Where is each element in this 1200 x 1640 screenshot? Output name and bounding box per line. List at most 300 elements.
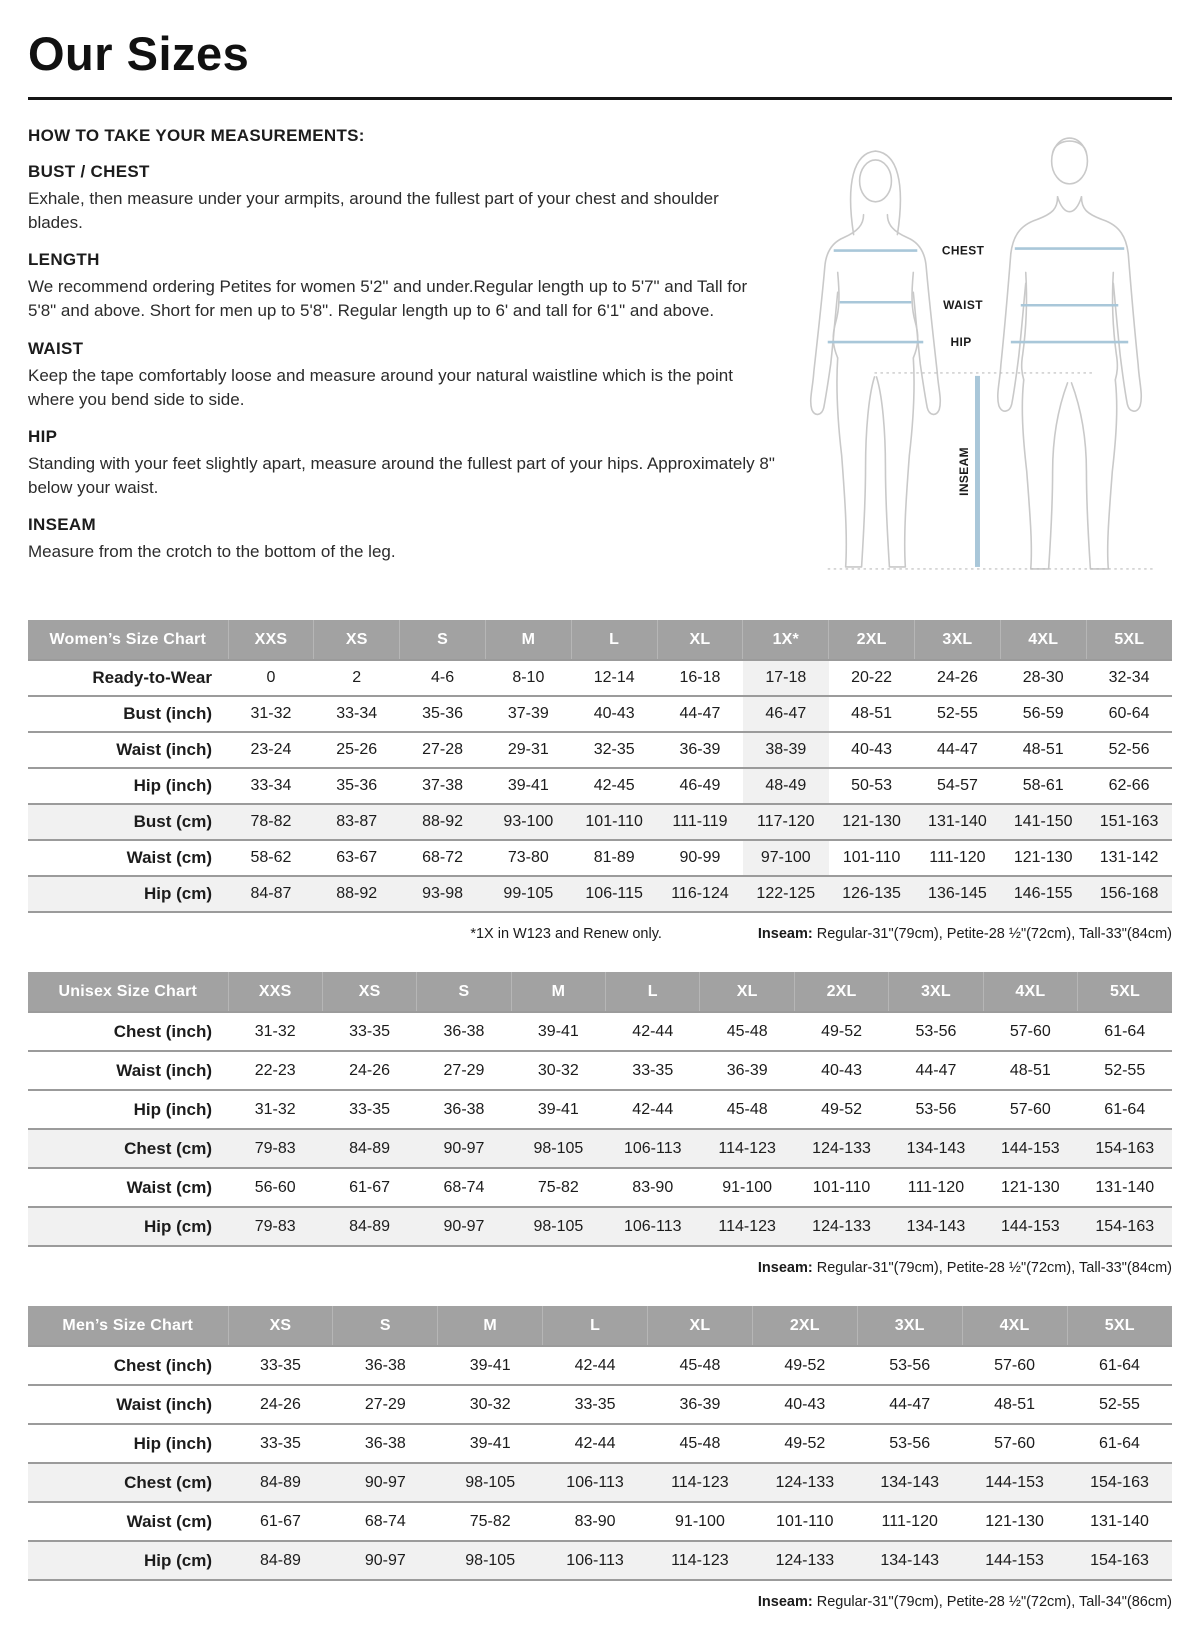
man-outline-figure [998, 138, 1141, 569]
size-cell: 42-45 [571, 768, 657, 804]
size-cell: 44-47 [857, 1385, 962, 1424]
section-heading: HIP [28, 426, 58, 446]
mens-chart-footnotes [28, 1594, 1172, 1610]
size-cell: 121-130 [829, 804, 915, 840]
size-cell: 91-100 [700, 1168, 794, 1207]
size-column-header: XS [228, 1306, 333, 1346]
table-row [28, 732, 1172, 768]
size-cell: 154-163 [1078, 1129, 1172, 1168]
size-cell: 36-39 [657, 732, 743, 768]
row-label: Chest (inch) [28, 1346, 228, 1385]
size-cell: 38-39 [743, 732, 829, 768]
size-cell: 79-83 [228, 1207, 322, 1246]
size-cell: 20-22 [829, 660, 915, 696]
size-cell: 88-92 [314, 876, 400, 912]
size-cell: 44-47 [889, 1051, 983, 1090]
table-row [28, 696, 1172, 732]
row-label: Chest (cm) [28, 1129, 228, 1168]
inseam-label: INSEAM [957, 447, 972, 496]
size-cell: 90-97 [417, 1207, 511, 1246]
row-label: Waist (cm) [28, 1168, 228, 1207]
size-cell: 53-56 [889, 1090, 983, 1129]
size-cell: 4-6 [400, 660, 486, 696]
size-cell: 134-143 [889, 1129, 983, 1168]
row-label: Hip (inch) [28, 1424, 228, 1463]
size-cell: 40-43 [829, 732, 915, 768]
size-cell: 36-39 [648, 1385, 753, 1424]
table-row [28, 1463, 1172, 1502]
size-cell: 40-43 [571, 696, 657, 732]
size-cell: 28-30 [1000, 660, 1086, 696]
size-cell: 45-48 [648, 1424, 753, 1463]
size-cell: 42-44 [543, 1346, 648, 1385]
size-column-header: 2XL [829, 620, 915, 660]
size-cell: 84-89 [322, 1129, 416, 1168]
size-cell: 32-34 [1086, 660, 1172, 696]
size-cell: 98-105 [511, 1207, 605, 1246]
size-cell: 131-140 [915, 804, 1001, 840]
size-cell: 88-92 [400, 804, 486, 840]
how-to-heading: HOW TO TAKE YOUR MEASUREMENTS: [28, 126, 365, 145]
inseam-footnote: Inseam: Regular-31"(79cm), Petite-28 ½"(72cm), Tall-34"(86cm) [757, 1594, 1172, 1610]
size-cell: 79-83 [228, 1129, 322, 1168]
size-cell: 27-29 [333, 1385, 438, 1424]
size-cell: 136-145 [915, 876, 1001, 912]
size-cell: 121-130 [962, 1502, 1067, 1541]
size-cell: 52-55 [915, 696, 1001, 732]
size-cell: 52-55 [1067, 1385, 1172, 1424]
size-cell: 33-35 [606, 1051, 700, 1090]
womens-size-chart-title: Women’s Size Chart [28, 620, 228, 660]
size-cell: 2 [314, 660, 400, 696]
row-label: Hip (inch) [28, 768, 228, 804]
size-column-header: 3XL [915, 620, 1001, 660]
size-cell: 57-60 [962, 1424, 1067, 1463]
mens-size-chart-table [28, 1306, 1172, 1581]
size-cell: 111-120 [857, 1502, 962, 1541]
size-cell: 30-32 [511, 1051, 605, 1090]
size-cell: 144-153 [962, 1541, 1067, 1580]
body-measurement-diagram [776, 120, 1174, 590]
size-cell: 98-105 [511, 1129, 605, 1168]
measurement-instructions-section [28, 126, 1172, 590]
size-cell: 56-59 [1000, 696, 1086, 732]
mens-size-chart-title: Men’s Size Chart [28, 1306, 228, 1346]
size-cell: 45-48 [700, 1012, 794, 1051]
size-cell: 61-64 [1078, 1012, 1172, 1051]
size-cell: 156-168 [1086, 876, 1172, 912]
row-label: Waist (inch) [28, 1385, 228, 1424]
size-column-header: S [400, 620, 486, 660]
size-column-header: L [606, 972, 700, 1012]
size-cell: 39-41 [485, 768, 571, 804]
womens-size-chart-table [28, 620, 1172, 913]
size-cell: 40-43 [752, 1385, 857, 1424]
size-cell: 17-18 [743, 660, 829, 696]
size-cell: 131-140 [1078, 1168, 1172, 1207]
size-column-header: L [571, 620, 657, 660]
size-cell: 68-74 [417, 1168, 511, 1207]
size-cell: 84-89 [228, 1463, 333, 1502]
size-cell: 31-32 [228, 1012, 322, 1051]
size-cell: 58-62 [228, 840, 314, 876]
size-column-header: XL [657, 620, 743, 660]
size-cell: 106-113 [543, 1463, 648, 1502]
size-cell: 73-80 [485, 840, 571, 876]
size-cell: 84-89 [322, 1207, 416, 1246]
size-column-header: 4XL [983, 972, 1077, 1012]
size-cell: 83-90 [543, 1502, 648, 1541]
womens-size-chart [28, 620, 1172, 942]
size-column-header: M [511, 972, 605, 1012]
size-cell: 106-113 [543, 1541, 648, 1580]
size-cell: 8-10 [485, 660, 571, 696]
section-heading: INSEAM [28, 515, 96, 534]
size-cell: 63-67 [314, 840, 400, 876]
size-cell: 49-52 [794, 1012, 888, 1051]
size-cell: 12-14 [571, 660, 657, 696]
size-cell: 83-87 [314, 804, 400, 840]
size-cell: 25-26 [314, 732, 400, 768]
size-column-header: 4XL [1000, 620, 1086, 660]
section-inseam [28, 515, 776, 564]
size-cell: 52-56 [1086, 732, 1172, 768]
table-row [28, 1012, 1172, 1051]
size-cell: 124-133 [794, 1129, 888, 1168]
size-cell: 30-32 [438, 1385, 543, 1424]
row-label: Waist (cm) [28, 1502, 228, 1541]
unisex-chart-footnotes [28, 1260, 1172, 1276]
size-cell: 101-110 [829, 840, 915, 876]
size-cell: 84-89 [228, 1541, 333, 1580]
size-cell: 24-26 [228, 1385, 333, 1424]
size-column-header: M [485, 620, 571, 660]
size-cell: 23-24 [228, 732, 314, 768]
size-cell: 39-41 [438, 1424, 543, 1463]
size-column-header: XS [314, 620, 400, 660]
size-cell: 33-34 [228, 768, 314, 804]
size-cell: 29-31 [485, 732, 571, 768]
size-cell: 42-44 [606, 1012, 700, 1051]
size-cell: 48-51 [983, 1051, 1077, 1090]
size-cell: 57-60 [983, 1090, 1077, 1129]
row-label: Hip (cm) [28, 1207, 228, 1246]
size-cell: 90-97 [333, 1541, 438, 1580]
size-column-header: S [417, 972, 511, 1012]
size-cell: 106-113 [606, 1207, 700, 1246]
size-cell: 151-163 [1086, 804, 1172, 840]
size-column-header: 4XL [962, 1306, 1067, 1346]
size-column-header: XS [322, 972, 416, 1012]
mens-size-chart [28, 1306, 1172, 1610]
section-body: Exhale, then measure under your armpits, around the fullest part of your chest and shoulder blades. [28, 189, 719, 233]
section-body: We recommend ordering Petites for women 5'2" and under.Regular length up to 5'7" and Tall for 5'8" and above. Short for men up to 5'8". Regular length up to 6' and tall for 6'1" and above. [28, 277, 748, 321]
unisex-size-chart-title: Unisex Size Chart [28, 972, 228, 1012]
row-label: Bust (cm) [28, 804, 228, 840]
section-length [28, 250, 776, 323]
size-cell: 33-35 [543, 1385, 648, 1424]
size-cell: 33-35 [322, 1090, 416, 1129]
section-waist [28, 339, 776, 412]
size-cell: 61-64 [1078, 1090, 1172, 1129]
size-cell: 0 [228, 660, 314, 696]
chest-label: CHEST [941, 243, 985, 258]
size-cell: 144-153 [983, 1207, 1077, 1246]
size-column-header: 2XL [794, 972, 888, 1012]
size-cell: 42-44 [543, 1424, 648, 1463]
size-cell: 52-55 [1078, 1051, 1172, 1090]
size-cell: 60-64 [1086, 696, 1172, 732]
size-cell: 36-38 [333, 1424, 438, 1463]
size-cell: 126-135 [829, 876, 915, 912]
size-cell: 40-43 [794, 1051, 888, 1090]
size-column-header: 5XL [1086, 620, 1172, 660]
unisex-size-chart-table [28, 972, 1172, 1247]
size-column-header: L [543, 1306, 648, 1346]
size-cell: 37-38 [400, 768, 486, 804]
size-cell: 121-130 [1000, 840, 1086, 876]
size-cell: 36-38 [417, 1090, 511, 1129]
page-title: Our Sizes [28, 27, 250, 80]
size-cell: 111-120 [889, 1168, 983, 1207]
size-cell: 24-26 [322, 1051, 416, 1090]
size-cell: 49-52 [752, 1346, 857, 1385]
size-cell: 134-143 [857, 1541, 962, 1580]
size-cell: 106-113 [606, 1129, 700, 1168]
hip-label: HIP [950, 335, 972, 350]
row-label: Chest (cm) [28, 1463, 228, 1502]
size-cell: 31-32 [228, 696, 314, 732]
size-cell: 53-56 [857, 1424, 962, 1463]
size-cell: 31-32 [228, 1090, 322, 1129]
size-cell: 97-100 [743, 840, 829, 876]
size-cell: 61-67 [322, 1168, 416, 1207]
size-cell: 101-110 [794, 1168, 888, 1207]
size-cell: 117-120 [743, 804, 829, 840]
table-row [28, 1207, 1172, 1246]
size-column-header: XL [700, 972, 794, 1012]
table-row [28, 1129, 1172, 1168]
size-cell: 49-52 [752, 1424, 857, 1463]
size-cell: 116-124 [657, 876, 743, 912]
size-cell: 101-110 [571, 804, 657, 840]
size-cell: 61-64 [1067, 1346, 1172, 1385]
row-label: Chest (inch) [28, 1012, 228, 1051]
size-cell: 39-41 [438, 1346, 543, 1385]
row-label: Waist (cm) [28, 840, 228, 876]
table-row [28, 1424, 1172, 1463]
size-cell: 16-18 [657, 660, 743, 696]
size-cell: 48-51 [962, 1385, 1067, 1424]
table-row [28, 1385, 1172, 1424]
size-cell: 131-140 [1067, 1502, 1172, 1541]
size-cell: 99-105 [485, 876, 571, 912]
size-cell: 49-52 [794, 1090, 888, 1129]
size-cell: 27-29 [417, 1051, 511, 1090]
row-label: Waist (inch) [28, 1051, 228, 1090]
size-cell: 57-60 [983, 1012, 1077, 1051]
size-cell: 154-163 [1067, 1463, 1172, 1502]
table-row [28, 1090, 1172, 1129]
size-cell: 98-105 [438, 1463, 543, 1502]
size-cell: 90-97 [417, 1129, 511, 1168]
table-row [28, 1051, 1172, 1090]
size-cell: 114-123 [648, 1541, 753, 1580]
row-label: Hip (cm) [28, 876, 228, 912]
section-heading: WAIST [28, 338, 84, 358]
section-bust-chest [28, 162, 776, 235]
size-cell: 141-150 [1000, 804, 1086, 840]
size-cell: 45-48 [700, 1090, 794, 1129]
size-cell: 114-123 [700, 1207, 794, 1246]
size-cell: 98-105 [438, 1541, 543, 1580]
inseam-measure-bar [975, 376, 980, 567]
size-cell: 56-60 [228, 1168, 322, 1207]
size-cell: 154-163 [1067, 1541, 1172, 1580]
size-cell: 48-51 [1000, 732, 1086, 768]
size-cell: 44-47 [657, 696, 743, 732]
size-column-header: 3XL [889, 972, 983, 1012]
size-cell: 124-133 [752, 1541, 857, 1580]
table-row [28, 804, 1172, 840]
size-cell: 101-110 [752, 1502, 857, 1541]
size-cell: 78-82 [228, 804, 314, 840]
size-cell: 58-61 [1000, 768, 1086, 804]
table-row [28, 1168, 1172, 1207]
size-column-header: 2XL [752, 1306, 857, 1346]
size-cell: 68-74 [333, 1502, 438, 1541]
section-body: Keep the tape comfortably loose and measure around your natural waistline which is the point where you bend side to side. [28, 365, 733, 409]
size-cell: 36-38 [333, 1346, 438, 1385]
row-label: Bust (inch) [28, 696, 228, 732]
size-cell: 45-48 [648, 1346, 753, 1385]
size-cell: 24-26 [915, 660, 1001, 696]
row-label: Hip (cm) [28, 1541, 228, 1580]
size-cell: 61-67 [228, 1502, 333, 1541]
size-cell: 114-123 [700, 1129, 794, 1168]
size-cell: 39-41 [511, 1090, 605, 1129]
size-cell: 131-142 [1086, 840, 1172, 876]
size-column-header: 1X* [743, 620, 829, 660]
title-divider [28, 97, 1172, 100]
size-cell: 124-133 [794, 1207, 888, 1246]
size-column-header: XXS [228, 972, 322, 1012]
size-cell: 36-39 [700, 1051, 794, 1090]
table-row [28, 1346, 1172, 1385]
section-heading: BUST / CHEST [28, 162, 150, 181]
size-cell: 62-66 [1086, 768, 1172, 804]
1x-footnote: *1X in W123 and Renew only. [470, 926, 662, 942]
size-cell: 90-99 [657, 840, 743, 876]
size-cell: 54-57 [915, 768, 1001, 804]
size-cell: 35-36 [314, 768, 400, 804]
size-cell: 35-36 [400, 696, 486, 732]
size-column-header: S [333, 1306, 438, 1346]
size-cell: 46-49 [657, 768, 743, 804]
size-cell: 146-155 [1000, 876, 1086, 912]
size-cell: 57-60 [962, 1346, 1067, 1385]
size-cell: 90-97 [333, 1463, 438, 1502]
size-cell: 121-130 [983, 1168, 1077, 1207]
size-cell: 134-143 [889, 1207, 983, 1246]
size-cell: 75-82 [511, 1168, 605, 1207]
woman-outline-figure [811, 151, 941, 567]
inseam-footnote: Inseam: Regular-31"(79cm), Petite-28 ½"(72cm), Tall-33"(84cm) [757, 1260, 1172, 1276]
size-column-header: 5XL [1067, 1306, 1172, 1346]
size-cell: 124-133 [752, 1463, 857, 1502]
table-row [28, 1502, 1172, 1541]
size-column-header: XXS [228, 620, 314, 660]
size-column-header: 3XL [857, 1306, 962, 1346]
size-cell: 48-51 [829, 696, 915, 732]
table-row [28, 876, 1172, 912]
size-cell: 68-72 [400, 840, 486, 876]
size-cell: 42-44 [606, 1090, 700, 1129]
section-hip [28, 427, 776, 500]
size-cell: 37-39 [485, 696, 571, 732]
table-row [28, 660, 1172, 696]
size-cell: 27-28 [400, 732, 486, 768]
inseam-footnote: Inseam: Regular-31"(79cm), Petite-28 ½"(72cm), Tall-33"(84cm) [757, 926, 1172, 942]
size-cell: 114-123 [648, 1463, 753, 1502]
row-label: Ready-to-Wear [28, 660, 228, 696]
size-cell: 93-100 [485, 804, 571, 840]
waist-label: WAIST [943, 298, 983, 313]
size-cell: 81-89 [571, 840, 657, 876]
size-cell: 91-100 [648, 1502, 753, 1541]
size-cell: 50-53 [829, 768, 915, 804]
section-body: Standing with your feet slightly apart, measure around the fullest part of your hips. Approximately 8" below your waist. [28, 453, 775, 497]
size-cell: 93-98 [400, 876, 486, 912]
size-column-header: 5XL [1078, 972, 1172, 1012]
table-row [28, 1541, 1172, 1580]
size-cell: 33-35 [228, 1346, 333, 1385]
size-cell: 22-23 [228, 1051, 322, 1090]
size-cell: 111-119 [657, 804, 743, 840]
size-cell: 144-153 [962, 1463, 1067, 1502]
size-cell: 106-115 [571, 876, 657, 912]
size-cell: 33-34 [314, 696, 400, 732]
size-cell: 122-125 [743, 876, 829, 912]
row-label: Hip (inch) [28, 1090, 228, 1129]
size-cell: 53-56 [889, 1012, 983, 1051]
size-cell: 33-35 [322, 1012, 416, 1051]
size-cell: 33-35 [228, 1424, 333, 1463]
size-cell: 61-64 [1067, 1424, 1172, 1463]
unisex-size-chart [28, 972, 1172, 1276]
size-cell: 32-35 [571, 732, 657, 768]
size-cell: 83-90 [606, 1168, 700, 1207]
size-cell: 75-82 [438, 1502, 543, 1541]
table-row [28, 840, 1172, 876]
size-cell: 134-143 [857, 1463, 962, 1502]
size-cell: 84-87 [228, 876, 314, 912]
row-label: Waist (inch) [28, 732, 228, 768]
womens-chart-footnotes [28, 926, 1172, 942]
size-cell: 36-38 [417, 1012, 511, 1051]
size-column-header: M [438, 1306, 543, 1346]
size-cell: 48-49 [743, 768, 829, 804]
size-cell: 44-47 [915, 732, 1001, 768]
section-body: Measure from the crotch to the bottom of the leg. [28, 542, 396, 561]
size-column-header: XL [648, 1306, 753, 1346]
size-cell: 39-41 [511, 1012, 605, 1051]
section-heading: LENGTH [28, 250, 100, 270]
table-row [28, 768, 1172, 804]
size-cell: 111-120 [915, 840, 1001, 876]
size-cell: 53-56 [857, 1346, 962, 1385]
size-cell: 46-47 [743, 696, 829, 732]
